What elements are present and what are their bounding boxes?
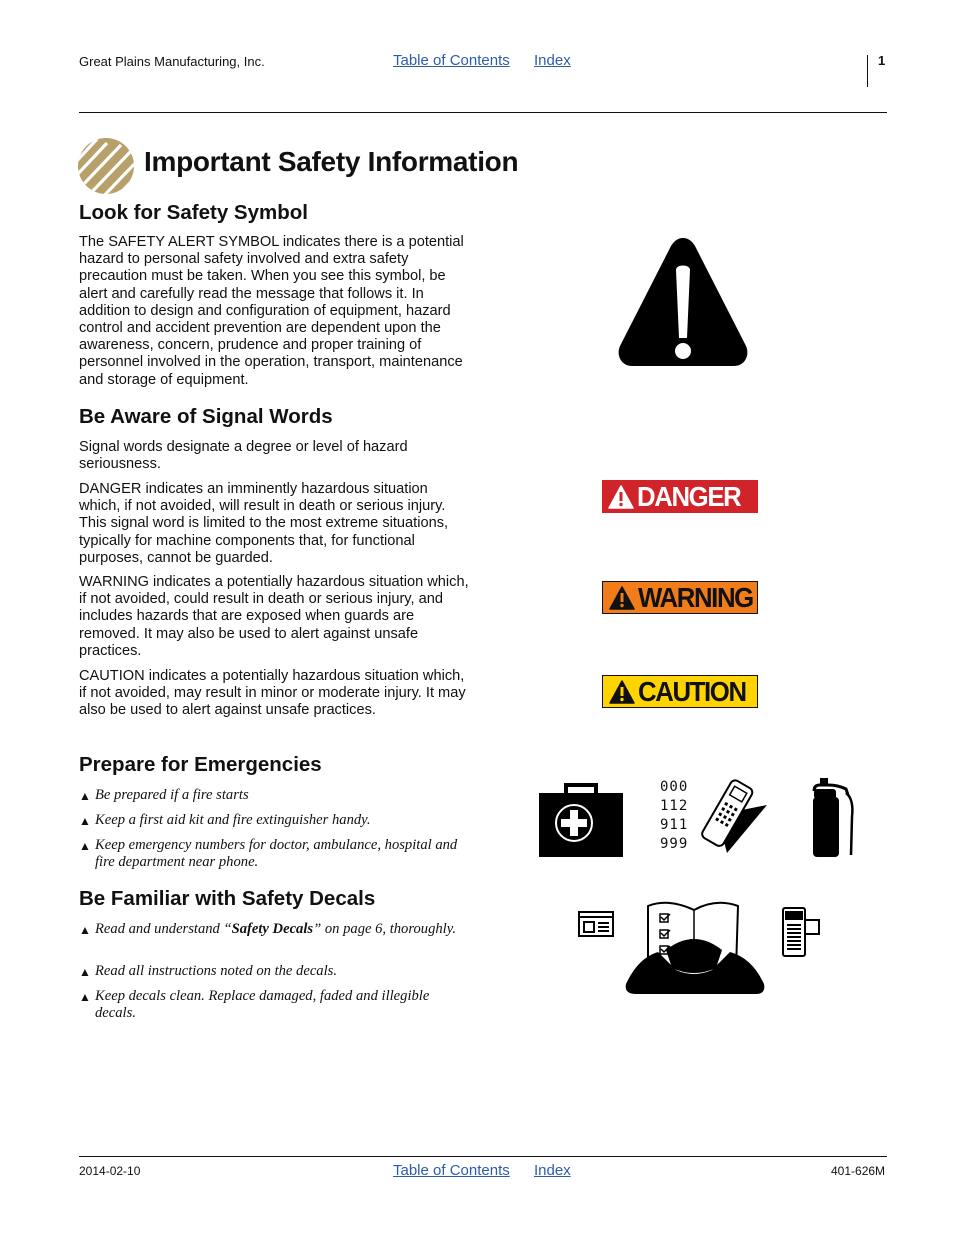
page-number: 1 — [878, 53, 886, 68]
list-item: ▲ Be prepared if a fire starts — [79, 787, 249, 803]
read-manual-icon — [576, 898, 826, 1003]
list-item-text: Be prepared if a fire starts — [95, 787, 249, 803]
phone-number: 911 — [660, 817, 689, 833]
list-item: ▲ Keep emergency numbers for doctor, ambulance, hospital and fire department near phone. — [79, 837, 458, 871]
list-item-text: Keep a first aid kit and fire extinguisher handy. — [95, 812, 371, 828]
first-aid-kit-icon — [538, 783, 624, 864]
company-logo-icon — [77, 137, 135, 200]
caution-label: CAUTION — [638, 675, 746, 707]
safety-alert-symbol-icon — [616, 234, 750, 375]
list-item: ▲ Read and understand “Safety Decals” on page 6, thoroughly. — [79, 921, 457, 937]
company-name: Great Plains Manufacturing, Inc. — [79, 54, 265, 69]
danger-description: DANGER indicates an imminently hazardous situation which, if not avoided, will result in death or serious injury. This signal word is limited to the most extreme situations, typically for machine components that, for functional purposes, cannot be guarded. — [79, 481, 449, 566]
phone-number: 999 — [660, 836, 689, 852]
telephone-icon — [695, 773, 769, 860]
footer-rule — [79, 1156, 887, 1157]
safety-decals-reference: Safety Decals — [231, 921, 314, 937]
toc-link-header[interactable]: Table of Contents — [393, 52, 510, 69]
safety-symbol-heading: Look for Safety Symbol — [79, 201, 308, 224]
list-item: ▲ Keep a first aid kit and fire extinguisher handy. — [79, 812, 371, 828]
toc-link-footer[interactable]: Table of Contents — [393, 1162, 510, 1179]
index-link-header[interactable]: Index — [534, 52, 571, 69]
signal-words-intro: Signal words designate a degree or level of hazard seriousness. — [79, 439, 408, 473]
decals-heading: Be Familiar with Safety Decals — [79, 887, 376, 910]
phone-number: 000 — [660, 779, 689, 795]
phone-number: 112 — [660, 798, 689, 814]
safety-symbol-body: The SAFETY ALERT SYMBOL indicates there is a potential hazard to personal safety involved and extra safety precaution must be taken. When you see this symbol, be alert and carefully read the message that follows it. In addition to design and configuration of equipment, hazard control and accident prevention are dependent upon the awareness, concern, prudence and proper training of personnel involved in the operation, transport, maintenance and storage of equipment. — [79, 234, 464, 388]
warning-alert-icon — [609, 586, 635, 610]
fire-extinguisher-icon — [808, 777, 858, 864]
list-item-text: Read all instructions noted on the decals. — [95, 963, 337, 979]
caution-description: CAUTION indicates a potentially hazardous situation which, if not avoided, may result in minor or moderate injury. It may also be used to alert against unsafe practices. — [79, 668, 466, 719]
caution-alert-icon — [609, 680, 635, 704]
list-item-text: Read and understand “ — [95, 921, 232, 937]
footer-date: 2014-02-10 — [79, 1164, 141, 1178]
header-rule — [79, 112, 887, 113]
danger-alert-icon — [608, 485, 634, 509]
list-item-text: ” on page 6, thoroughly. — [313, 921, 457, 937]
list-item-text: Keep decals clean. Replace damaged, faded and illegible decals. — [95, 988, 430, 1022]
signal-words-heading: Be Aware of Signal Words — [79, 405, 333, 428]
danger-label: DANGER — [637, 480, 741, 512]
list-item-text: Keep emergency numbers for doctor, ambulance, hospital and fire department near phone. — [95, 837, 458, 871]
list-item: ▲ Keep decals clean. Replace damaged, faded and illegible decals. — [79, 988, 430, 1022]
danger-sign — [602, 480, 758, 513]
warning-description: WARNING indicates a potentially hazardous situation which, if not avoided, could result in death or serious injury, and includes hazards that are exposed when guards are removed. It may also be used to alert against unsafe practices. — [79, 574, 469, 659]
page-title: Important Safety Information — [144, 146, 519, 177]
emergency-numbers — [660, 778, 688, 854]
caution-sign — [602, 675, 758, 708]
warning-sign — [602, 581, 758, 614]
warning-label: WARNING — [638, 581, 753, 613]
page-number-divider — [867, 55, 868, 87]
emergencies-heading: Prepare for Emergencies — [79, 753, 322, 776]
index-link-footer[interactable]: Index — [534, 1162, 571, 1179]
document-number: 401-626M — [831, 1164, 886, 1178]
list-item: ▲ Read all instructions noted on the decals. — [79, 963, 337, 979]
